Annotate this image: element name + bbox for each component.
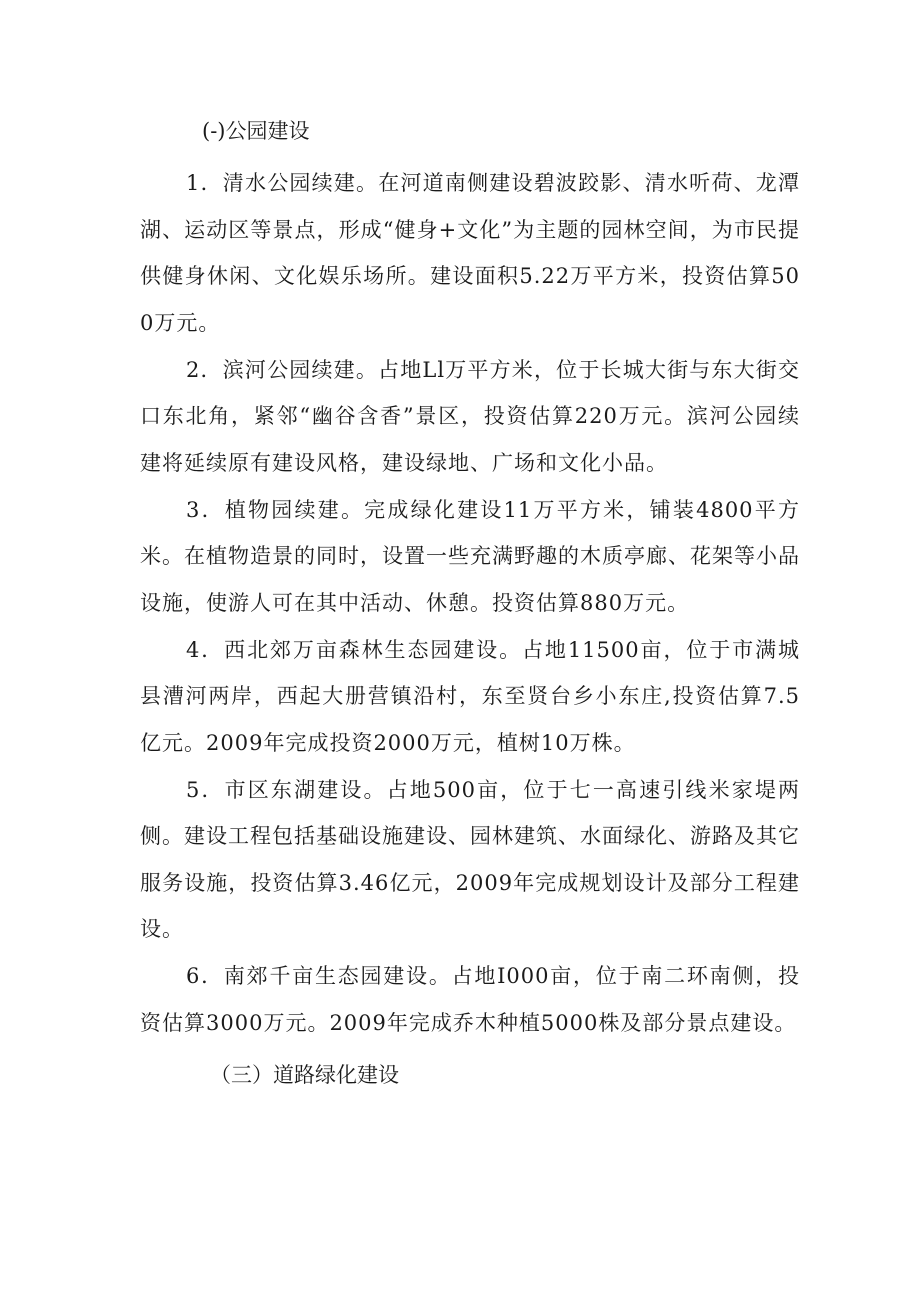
paragraph-qingshui-park: 1．清水公园续建。在河道南侧建设碧波跤影、清水听荷、龙潭湖、运动区等景点，形成“健身+文化”为主题的园林空间，为市民提供健身休闲、文化娱乐场所。建设面积5.22万平方米，投资估算500万元。 — [140, 171, 800, 335]
paragraph-binhe-park: 2．滨河公园续建。占地Ll万平方米，位于长城大街与东大街交口东北角，紧邻“幽谷含香”景区，投资估算220万元。滨河公园续建将延续原有建设风格，建设绿地、广场和文化小品。 — [140, 357, 800, 475]
paragraph-south-eco-park: 6．南郊千亩生态园建设。占地I000亩，位于南二环南侧，投资估算3000万元。2009年完成乔木种植5000株及部分景点建设。 — [140, 964, 800, 1035]
paragraph-northwest-forest-park: 4．西北郊万亩森林生态园建设。占地11500亩，位于市满城县漕河两岸，西起大册营镇沿村，东至贤台乡小东庄,投资估算7.5亿元。2009年完成投资2000万元，植树10万株。 — [140, 637, 800, 755]
section-heading-park-construction: (-)公园建设 — [202, 119, 310, 143]
section-heading-road-greening: （三）道路绿化建设 — [210, 1063, 399, 1087]
document-body — [140, 112, 800, 1094]
paragraph-botanical-garden: 3．植物园续建。完成绿化建设11万平方米，铺装4800平方米。在植物造景的同时，设置一些充满野趣的木质亭廊、花架等小品设施，使游人可在其中活动、休憩。投资估算880万元。 — [140, 497, 800, 615]
paragraph-east-lake: 5．市区东湖建设。占地500亩，位于七一高速引线米家堤两侧。建设工程包括基础设施建设、园林建筑、水面绿化、游路及其它服务设施，投资估算3.46亿元，2009年完成规划设计及部分工程建设。 — [140, 777, 800, 941]
